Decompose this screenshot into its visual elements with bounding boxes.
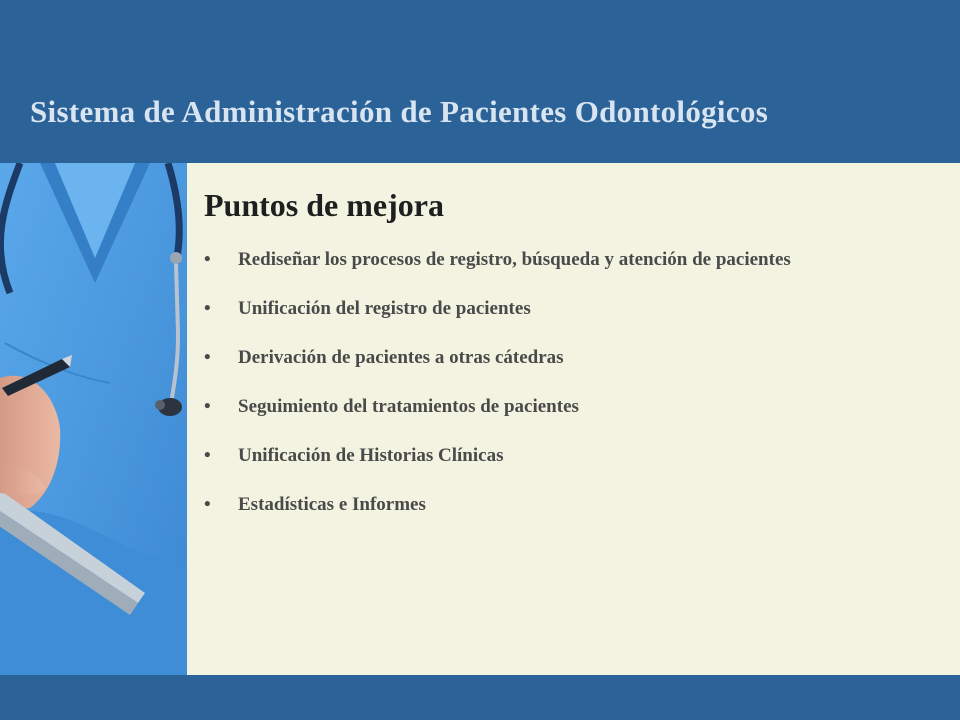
bullet-item: • Estadísticas e Informes [204,488,884,522]
footer-band [0,675,960,720]
section-heading: Puntos de mejora [204,187,444,223]
nurse-photo [0,163,187,675]
bullet-item: • Unificación de Historias Clínicas [204,439,884,473]
bullet-item: • Seguimiento del tratamientos de pacientes [204,390,884,424]
bullet-item: • Rediseñar los procesos de registro, búsqueda y atención de pacientes [204,243,884,277]
header-band [0,0,960,163]
content-panel [187,163,960,675]
bullet-list [204,243,884,537]
bullet-item: • Derivación de pacientes a otras cátedras [204,341,884,375]
slide-title: Sistema de Administración de Pacientes Odontológicos [30,94,769,129]
bullet-item: • Unificación del registro de pacientes [204,292,884,326]
